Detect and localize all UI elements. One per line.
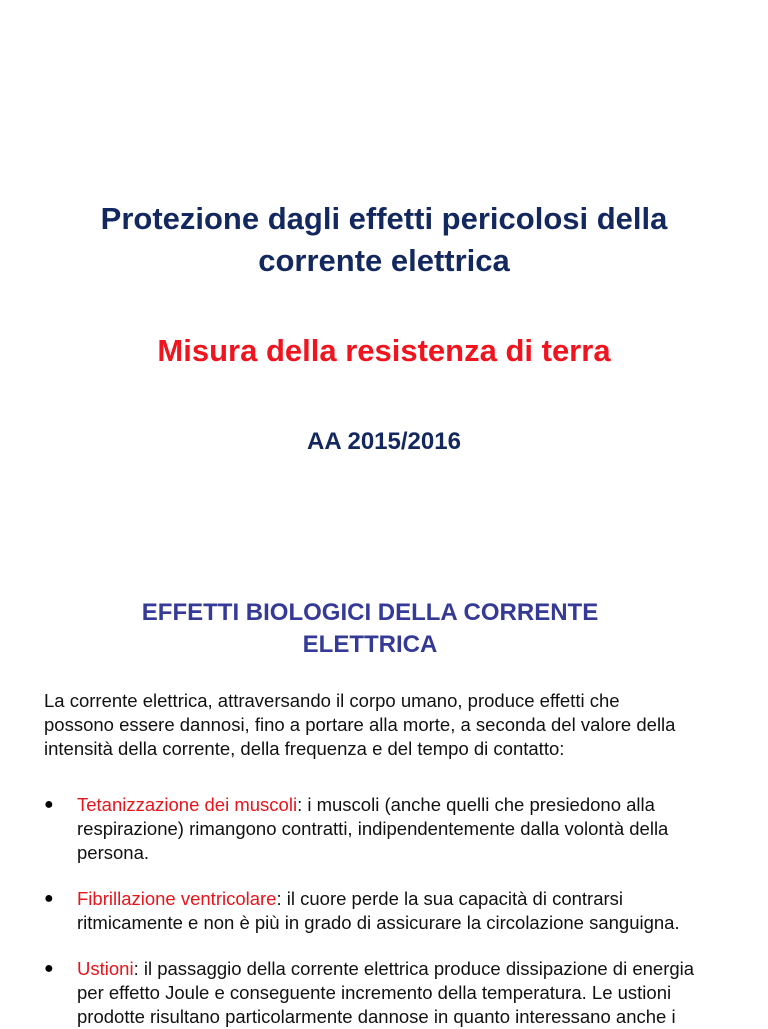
bullet-line (77, 793, 744, 817)
intro-line: intensità della corrente, della frequenza e del tempo di contatto: (44, 738, 565, 759)
bullet-text: : il cuore perde la sua capacità di contrarsi (276, 888, 624, 909)
bullet-term: Tetanizzazione dei muscoli (77, 794, 298, 815)
intro-paragraph (44, 689, 744, 761)
page-title-line-1: Protezione dagli effetti pericolosi della (100, 201, 668, 236)
bullet-text: : i muscoli (anche quelli che presiedono alla (297, 794, 655, 815)
list-item-fibrillazione (44, 887, 744, 935)
section-heading-line-2: ELETTRICA (302, 631, 438, 658)
bullet-line: prodotte risultano particolarmente dannose in quanto interessano anche i (77, 1006, 676, 1027)
bullet-text: : il passaggio della corrente elettrica produce dissipazione di energia (133, 958, 695, 979)
bullet-line (77, 887, 744, 911)
bullet-line: persona. (77, 842, 149, 863)
intro-line: possono essere dannosi, fino a portare alla morte, a seconda del valore della (44, 714, 676, 735)
section-heading (0, 597, 740, 661)
list-item-ustioni (44, 957, 744, 1029)
list-item-tetanizzazione (44, 793, 744, 865)
academic-year: AA 2015/2016 (307, 428, 461, 455)
bullet-line: ritmicamente e non è più in grado di assicurare la circolazione sanguigna. (77, 912, 680, 933)
bullet-term: Ustioni (77, 958, 134, 979)
intro-line: La corrente elettrica, attraversando il corpo umano, produce effetti che (44, 690, 620, 711)
page-subtitle: Misura della resistenza di terra (157, 333, 611, 368)
section-heading-line-1: EFFETTI BIOLOGICI DELLA CORRENTE (141, 599, 599, 626)
bullet-term: Fibrillazione ventricolare (77, 888, 277, 909)
bullet-dot-icon: ● (44, 890, 54, 907)
bullet-line: per effetto Joule e conseguente incremento della temperatura. Le ustioni (77, 982, 672, 1003)
page-title (0, 198, 768, 282)
bullet-line: respirazione) rimangono contratti, indipendentemente dalla volontà della (77, 818, 669, 839)
page-title-line-2: corrente elettrica (258, 243, 510, 278)
effects-list (44, 793, 744, 1029)
bullet-dot-icon: ● (44, 960, 54, 977)
bullet-line (77, 957, 744, 981)
bullet-dot-icon: ● (44, 796, 54, 813)
